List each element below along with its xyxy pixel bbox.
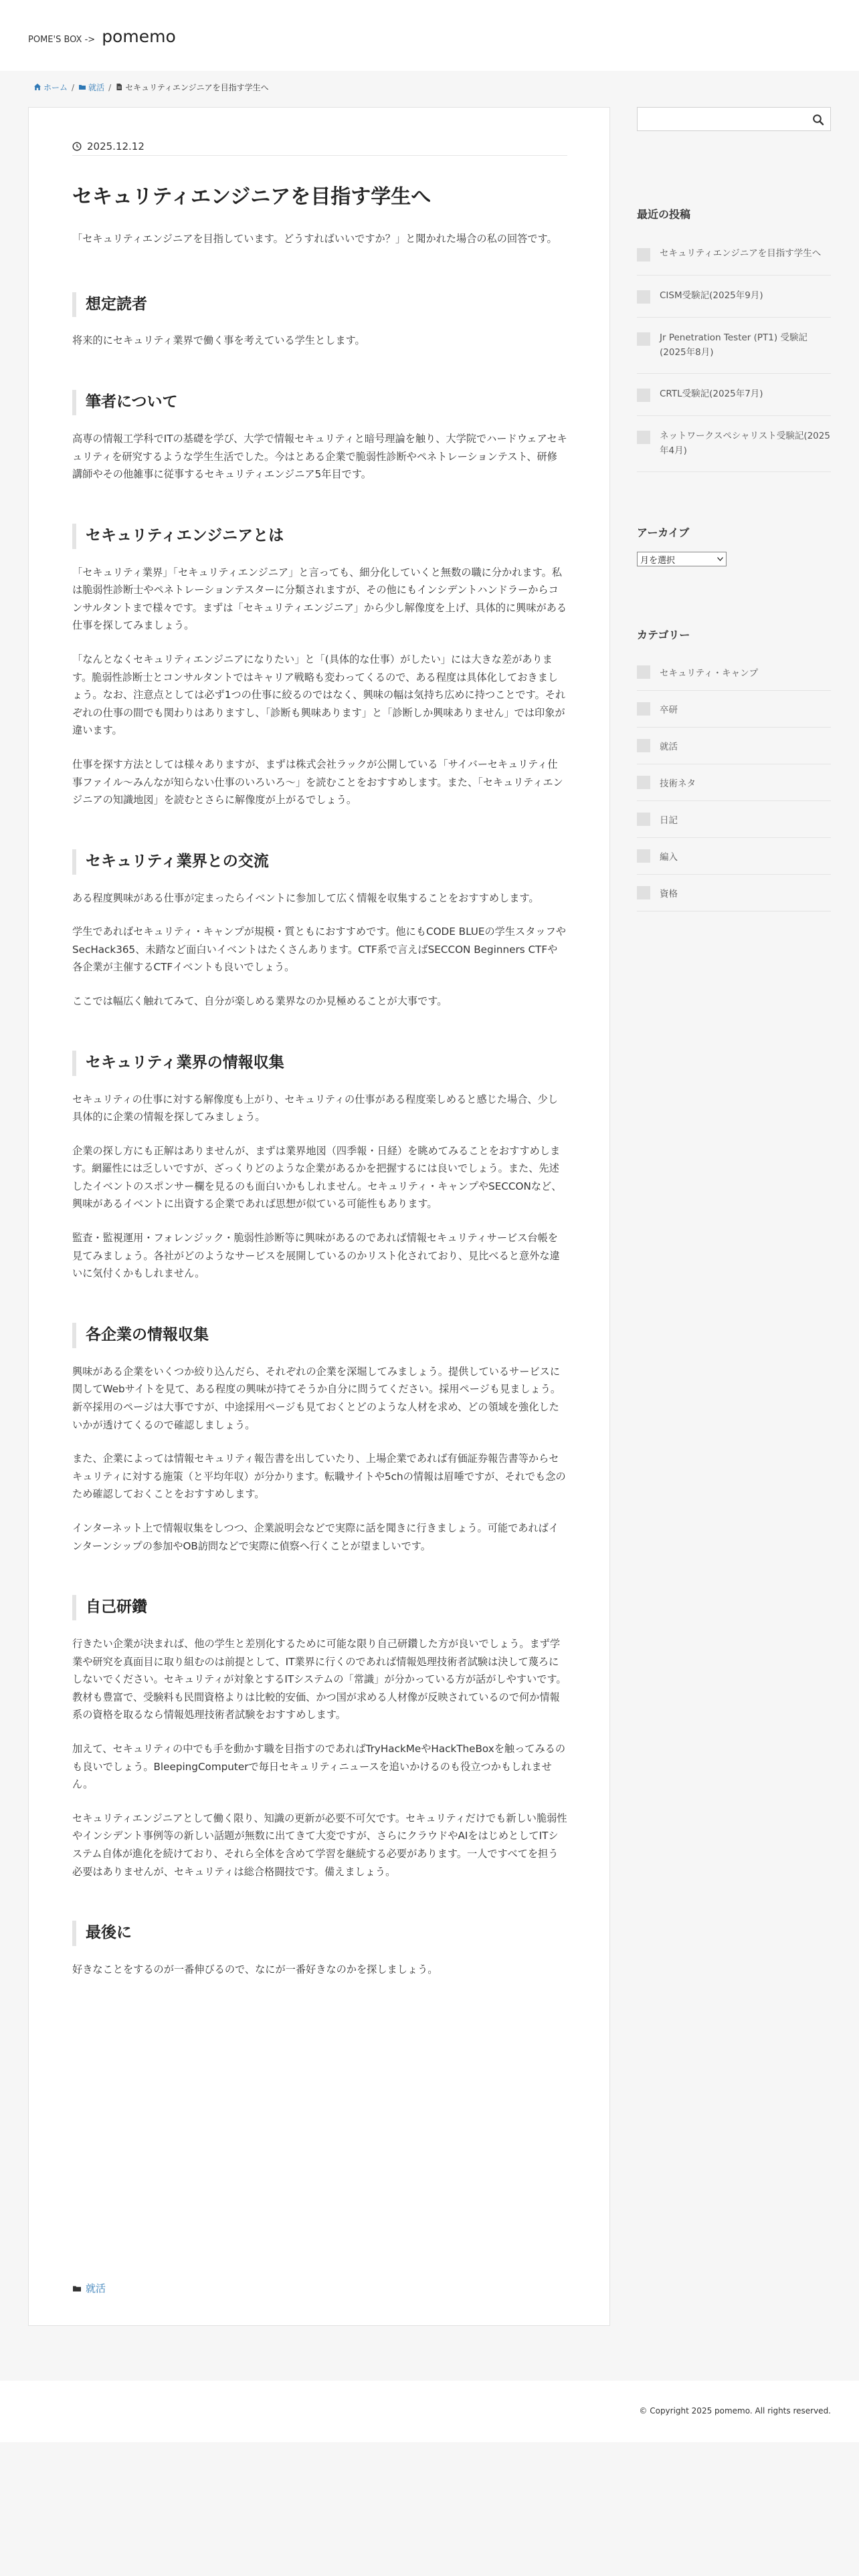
- section-paragraph: ここでは幅広く触れてみて、自分が楽しめる業界なのか見極めることが大事です。: [72, 995, 448, 1008]
- category-item[interactable]: [637, 654, 831, 691]
- recent-post-item[interactable]: [637, 233, 831, 276]
- folder-icon: [72, 2284, 82, 2293]
- site-title-link[interactable]: [28, 27, 176, 46]
- section-paragraph: セキュリティエンジニアとして働く限り、知識の更新が必要不可欠です。セキュリティだけでも新しい脆弱性やインシデント事例等の新しい話題が無数に出てきて大変ですが、さらにクラウドやAIをはじめとしてITシステム自体が進化を続けており、それら全体を含めて学習を継続する必要があります。一人ですべてを担う必要はありませんが、セキュリティは総合格闘技です。備えましょう。: [72, 1812, 567, 1878]
- recent-post-item[interactable]: [637, 276, 831, 318]
- section-heading: 筆者について: [72, 390, 567, 415]
- section-paragraph: 興味がある企業をいくつか絞り込んだら、それぞれの企業を深堀してみましょう。提供しているサービスに関してWebサイトを見て、ある程度の興味が持てそうか自分に問うてください。採用ページも見ましょう。新卒採用のページは大事ですが、中途採用ページも見ておくとどのような人材を求め、どの領域を強化したいかが透けてくるので確認しましょう。: [72, 1365, 561, 1431]
- category-thumbnail: [637, 849, 650, 863]
- category-item[interactable]: [637, 801, 831, 838]
- article-body: [72, 230, 567, 1979]
- archive-title: アーカイブ: [637, 526, 690, 540]
- category-label: 技術ネタ: [660, 778, 696, 790]
- breadcrumb-category[interactable]: 就活: [78, 82, 104, 93]
- category-widget: [637, 627, 831, 911]
- section-heading: セキュリティ業界との交流: [72, 849, 567, 875]
- category-thumbnail: [637, 739, 650, 752]
- document-icon: [115, 83, 123, 91]
- site-name: pomemo: [102, 27, 176, 46]
- category-item[interactable]: [637, 838, 831, 875]
- category-thumbnail: [637, 813, 650, 826]
- category-label: セキュリティ・キャンプ: [660, 668, 759, 679]
- category-thumbnail: [637, 702, 650, 716]
- search-icon: [812, 114, 824, 126]
- section-paragraph: 高専の情報工学科でITの基礎を学び、大学で情報セキュリティと暗号理論を触り、大学院でハードウェアセキュリティを研究するような学生生活でした。今はとある企業で脆弱性診断やペネトレーションテスト、研修講師やその他雑事に従事するセキュリティエンジニア5年目です。: [72, 432, 567, 481]
- category-thumbnail: [637, 886, 650, 899]
- recent-post-title: ネットワークスペシャリスト受験記(2025年4月): [660, 431, 830, 456]
- sidebar: [637, 107, 831, 911]
- recent-posts-title: 最近の投稿: [637, 208, 691, 221]
- recent-post-title: CISM受験記(2025年9月): [660, 290, 763, 301]
- archive-select[interactable]: [637, 552, 727, 566]
- section-heading: 自己研鑽: [72, 1595, 567, 1620]
- folder-icon: [78, 83, 86, 91]
- category-title: カテゴリー: [637, 629, 690, 642]
- post-thumbnail: [637, 290, 650, 304]
- archive-widget: [637, 524, 831, 566]
- category-item[interactable]: [637, 764, 831, 801]
- section-paragraph: 監査・監視運用・フォレンジック・脆弱性診断等に興味があるのであれば情報セキュリティサービス台帳を見てみましょう。各社がどのようなサービスを展開しているのかリスト化されており、見比べると意外な違いに気付くかもしれません。: [72, 1232, 560, 1280]
- section-paragraph: また、企業によっては情報セキュリティ報告書を出していたり、上場企業であれば有価証券報告書等からセキュリティに対する施策（と平均年収）が分かります。転職サイトや5chの情報は眉唾ですが、それでも念のため確認しておくことをおすすめします。: [72, 1453, 566, 1501]
- section-paragraph: 加えて、セキュリティの中でも手を動かす職を目指すのであればTryHackMeやHackTheBoxを触ってみるのも良いでしょう。BleepingComputerで毎日セキュリティニュースを追いかけるのも役立つかもしれません。: [72, 1742, 566, 1791]
- post-thumbnail: [637, 248, 650, 261]
- recent-post-item[interactable]: [637, 416, 831, 472]
- section-heading: 最後に: [72, 1921, 567, 1946]
- post-thumbnail: [637, 389, 650, 402]
- section-heading: 各企業の情報収集: [72, 1323, 567, 1348]
- section-paragraph: インターネット上で情報収集をしつつ、企業説明会などで実際に話を聞きに行きましょう。可能であればインターンシップの参加やOB訪問などで実際に偵察へ行くことが望ましいです。: [72, 1521, 559, 1552]
- section-paragraph: 学生であればセキュリティ・キャンプが規模・質ともにおすすめです。他にもCODE BLUEの学生スタッフやSecHack365、未踏など面白いイベントはたくさんあります。CTF系で言えばSECCON Beginners CTFや各企業が主催するCTFイベントも良いでしょう。: [72, 926, 566, 974]
- category-thumbnail: [637, 776, 650, 789]
- search-input[interactable]: [638, 108, 805, 130]
- recent-post-title: CRTL受験記(2025年7月): [660, 389, 763, 400]
- category-thumbnail: [637, 665, 650, 679]
- section-paragraph: ある程度興味がある仕事が定まったらイベントに参加して広く情報を収集することをおすすめします。: [72, 891, 539, 904]
- category-link[interactable]: 就活: [86, 2282, 106, 2294]
- section-heading: セキュリティエンジニアとは: [72, 524, 567, 549]
- recent-post-title: Jr Penetration Tester (PT1) 受験記(2025年8月): [660, 332, 807, 358]
- section-paragraph: 行きたい企業が決まれば、他の学生と差別化するために可能な限り自己研鑽した方が良いでしょう。まず学業や研究を真面目に取り組むのは前提として、IT業界に行くのであれば情報処理技術者試験は決して蔑ろにしないでください。セキュリティが対象とするITシステムの「常識」が分かっている方が話がしやすいです。教材も豊富で、受験料も民間資格よりは比較的安価、かつ国が求める人材像が反映されているので何か情報系の資格を取るなら情報処理技術者試験をおすすめします。: [72, 1637, 567, 1721]
- category-label: 就活: [660, 742, 678, 753]
- section-heading: セキュリティ業界の情報収集: [72, 1051, 567, 1076]
- category-label: 資格: [660, 889, 678, 900]
- copyright: © Copyright 2025 pomemo. All rights reserved.: [639, 2406, 831, 2416]
- section-paragraph: 「セキュリティ業界」「セキュリティエンジニア」と言っても、細分化していくと無数の職に分かれます。私は脆弱性診断士やペネトレーションテスターに分類されますが、その他にもインシデントハンドラーからコンサルタントまで様々です。まずは「セキュリティエンジニア」から少し解像度を上げ、具体的に興味がある仕事を探してみましょう。: [72, 566, 567, 632]
- section-paragraph: 将来的にセキュリティ業界で働く事を考えている学生とします。: [72, 334, 365, 347]
- post-date: [72, 137, 567, 156]
- post-thumbnail: [637, 332, 650, 346]
- category-list: [637, 654, 831, 911]
- recent-post-item[interactable]: [637, 374, 831, 416]
- breadcrumb-current: セキュリティエンジニアを目指す学生へ: [115, 82, 269, 93]
- article-card: [28, 107, 610, 2326]
- recent-posts-list: [637, 233, 831, 472]
- clock-icon: [72, 142, 82, 151]
- breadcrumb-separator: /: [108, 82, 112, 92]
- site-title-prefix: POME'S BOX ->: [28, 35, 96, 45]
- category-label: 日記: [660, 815, 678, 827]
- post-category-tag: [72, 2281, 106, 2295]
- category-item[interactable]: [637, 728, 831, 764]
- archive-select-value: 月を選択: [640, 555, 676, 566]
- chevron-down-icon: [717, 557, 723, 561]
- site-footer: [0, 2381, 859, 2442]
- category-label: 卒研: [660, 705, 678, 716]
- breadcrumb-home[interactable]: ホーム: [33, 82, 68, 93]
- section-paragraph: セキュリティの仕事に対する解像度も上がり、セキュリティの仕事がある程度楽しめると感じた場合、少し具体的に企業の情報を探してみましょう。: [72, 1093, 558, 1123]
- recent-posts-widget: [637, 206, 831, 472]
- section-paragraph: 好きなことをするのが一番伸びるので、なにが一番好きなのかを探しましょう。: [72, 1963, 438, 1975]
- category-label: 編入: [660, 852, 678, 863]
- article-content: [72, 137, 567, 1995]
- search-button[interactable]: [810, 112, 826, 128]
- recent-post-item[interactable]: [637, 318, 831, 374]
- section-heading: 想定読者: [72, 292, 567, 318]
- category-item[interactable]: [637, 691, 831, 728]
- category-item[interactable]: [637, 875, 831, 911]
- section-paragraph: 仕事を探す方法としては様々ありますが、まずは株式会社ラックが公開している「サイバーセキュリティ仕事ファイル～みんなが知らない仕事のいろいろ～」を読むことをおすすめします。また、「セキュリティエンジニアの知識地図」を読むとさらに解像度が上がるでしょう。: [72, 758, 563, 807]
- search-box: [637, 107, 831, 131]
- breadcrumb-separator: /: [72, 82, 75, 92]
- recent-post-title: セキュリティエンジニアを目指す学生へ: [660, 248, 822, 259]
- article-title: セキュリティエンジニアを目指す学生へ: [72, 185, 432, 209]
- section-paragraph: 「なんとなくセキュリティエンジニアになりたい」と「(具体的な仕事）がしたい」には大きな差があります。脆弱性診断士とコンサルタントではキャリア戦略も変わってくるので、ある程度は具体化しておきましょう。なお、注意点としては必ず1つの仕事に絞るのではなく、興味の幅は気持ち広めに持つことです。それぞれの仕事の間でも関わりはありますし、「診断も興味あります」と「診断しか興味ありません」では印象が違います。: [72, 653, 566, 737]
- post-date-text: 2025.12.12: [87, 140, 145, 152]
- home-icon: [33, 83, 41, 91]
- section-paragraph: 企業の探し方にも正解はありませんが、まずは業界地図（四季報・日経）を眺めてみることをおすすめします。網羅性には乏しいですが、ざっくりどのような企業があるかを把握するには良いでしょう。また、先述したイベントのスポンサー欄を見るのも面白いかもしれません。セキュリティ・キャンプやSECCONなど、興味があるイベントに出資する企業であれば思想が似ている可能性もあります。: [72, 1144, 562, 1210]
- post-thumbnail: [637, 431, 650, 444]
- intro-paragraph: 「セキュリティエンジニアを目指しています。どうすればいいですか？」と聞かれた場合の私の回答です。: [72, 233, 557, 245]
- site-header: [0, 0, 859, 71]
- breadcrumb: [33, 82, 269, 93]
